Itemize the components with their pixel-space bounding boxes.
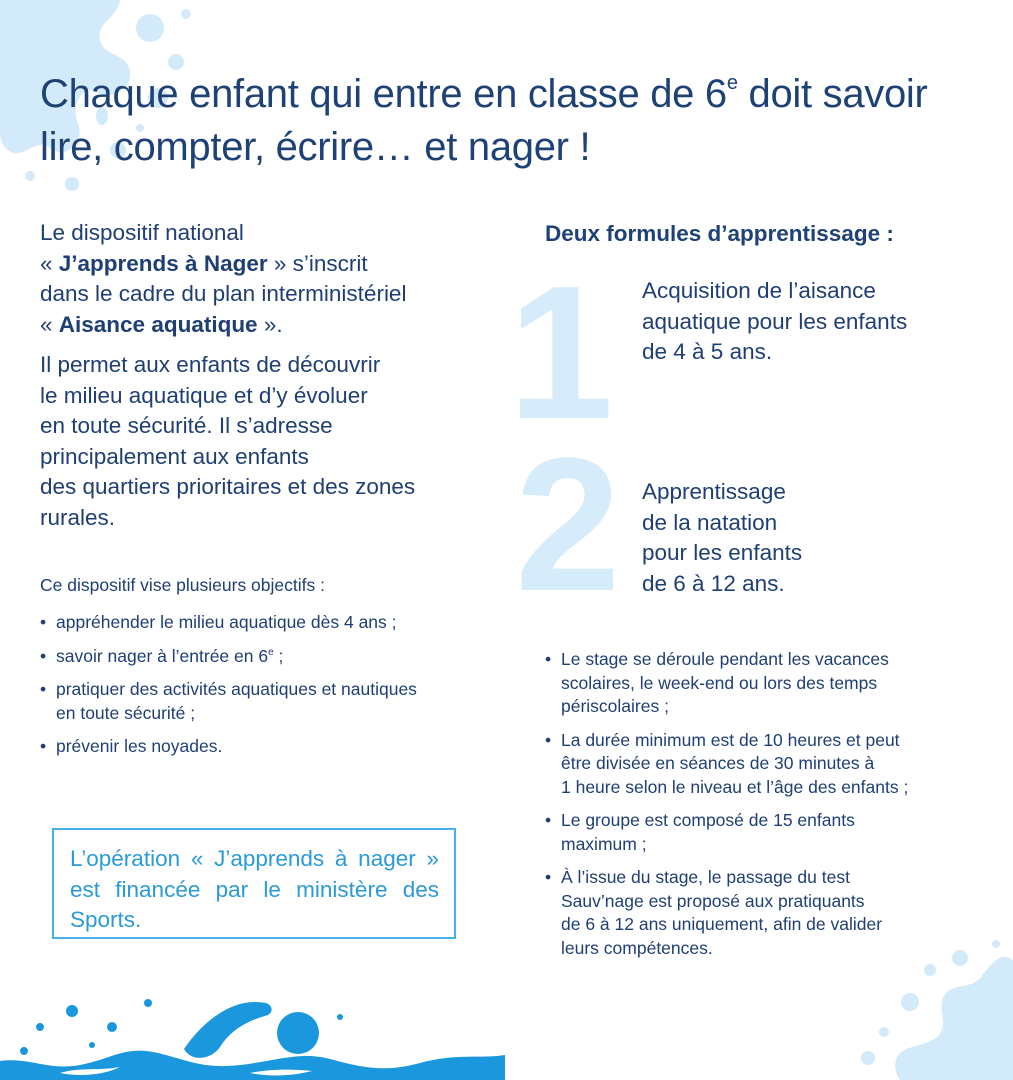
intro-p2-line: en toute sécurité. Il s’adresse [40,413,333,438]
intro-line-1: Le dispositif national [40,220,244,245]
list-item [40,611,480,635]
stage-line: leurs compétences. [561,937,713,958]
list-item [545,866,965,960]
ordinal-superscript: e [726,72,738,94]
swimmer-icon [0,975,520,1080]
formula-line: Acquisition de l’aisance [642,278,876,303]
formulas-title: Deux formules d’apprentissage : [545,221,894,246]
formula-1-number: 1 [508,247,614,459]
stage-line: À l’issue du stage, le passage du test [561,867,850,887]
funding-callout-text: L’opération « J’apprends à nager » est financée par le ministère des Sports. [70,846,439,932]
intro-p2-line: Il permet aux enfants de découvrir [40,352,381,377]
ordinal-superscript: e [268,646,274,658]
page-headline [40,68,990,174]
stage-line: scolaires, le week-end ou lors des temps [561,672,878,693]
formula-2-text [642,477,972,599]
stage-details-list [545,648,965,960]
list-item [545,648,965,719]
stage-line: être divisée en séances de 30 minutes à [561,753,875,773]
intro-line-3: dans le cadre du plan interministériel [40,281,407,306]
formula-line: aquatique pour les enfants [642,308,908,334]
stage-line: périscolaires ; [561,696,669,716]
list-item [545,729,965,800]
stage-line: maximum ; [561,833,647,854]
stage-line: La durée minimum est de 10 heures et peut [561,729,900,750]
formula-line: de 4 à 5 ans. [642,339,773,364]
objective-text: appréhender le milieu aquatique dès 4 ans ; [56,612,397,632]
water-splash-icon [840,940,1013,1080]
headline-line1-start: Chaque enfant qui entre en classe de 6 [40,72,727,116]
intro-line-2-end: » s’inscrit [267,250,368,276]
objective-text: en toute sécurité ; [56,702,196,723]
formula-line: pour les enfants [642,540,803,565]
intro-p2-line: des quartiers prioritaires et des zones [40,474,416,499]
objectives-title: Ce dispositif vise plusieurs objectifs : [40,575,325,595]
intro-paragraph-1 [40,218,480,340]
stage-line: de 6 à 12 ans uniquement, afin de valider [561,914,883,934]
list-item [545,809,965,856]
objective-text: prévenir les noyades. [56,736,223,756]
objective-text-end: ; [273,645,284,666]
stage-line: Sauv’nage est proposé aux pratiquants [561,890,865,911]
formula-line: Apprentissage [642,479,786,504]
headline-line2: lire, compter, écrire… et nager ! [40,125,591,169]
objective-text: savoir nager à l’entrée en 6 [56,645,269,666]
intro-p2-line: le milieu aquatique et d’y évoluer [40,382,368,408]
formula-1-text [642,276,972,368]
objective-text: pratiquer des activités aquatiques et nautiques [56,679,417,699]
stage-line: Le groupe est composé de 15 enfants [561,810,855,830]
list-item [40,678,480,725]
intro-p2-line: principalement aux enfants [40,443,309,469]
plan-name: Aisance aquatique [58,311,258,337]
list-item [40,645,480,669]
formula-line: de la natation [642,509,778,535]
stage-line: 1 heure selon le niveau et l’âge des enfants ; [561,776,909,797]
quote-open-2: « [40,311,59,337]
intro-line-4-end: ». [257,311,283,337]
program-name: J’apprends à Nager [58,250,268,276]
formula-2-number: 2 [515,419,621,631]
quote-open: « [40,250,59,276]
formula-line: de 6 à 12 ans. [642,570,785,596]
stage-line: Le stage se déroule pendant les vacances [561,649,889,669]
objectives-list [40,611,480,759]
headline-line1-end: doit savoir [737,72,928,116]
intro-p2-line: rurales. [40,504,116,530]
list-item [40,735,480,759]
funding-callout-box [52,828,456,939]
intro-paragraph-2 [40,350,480,533]
